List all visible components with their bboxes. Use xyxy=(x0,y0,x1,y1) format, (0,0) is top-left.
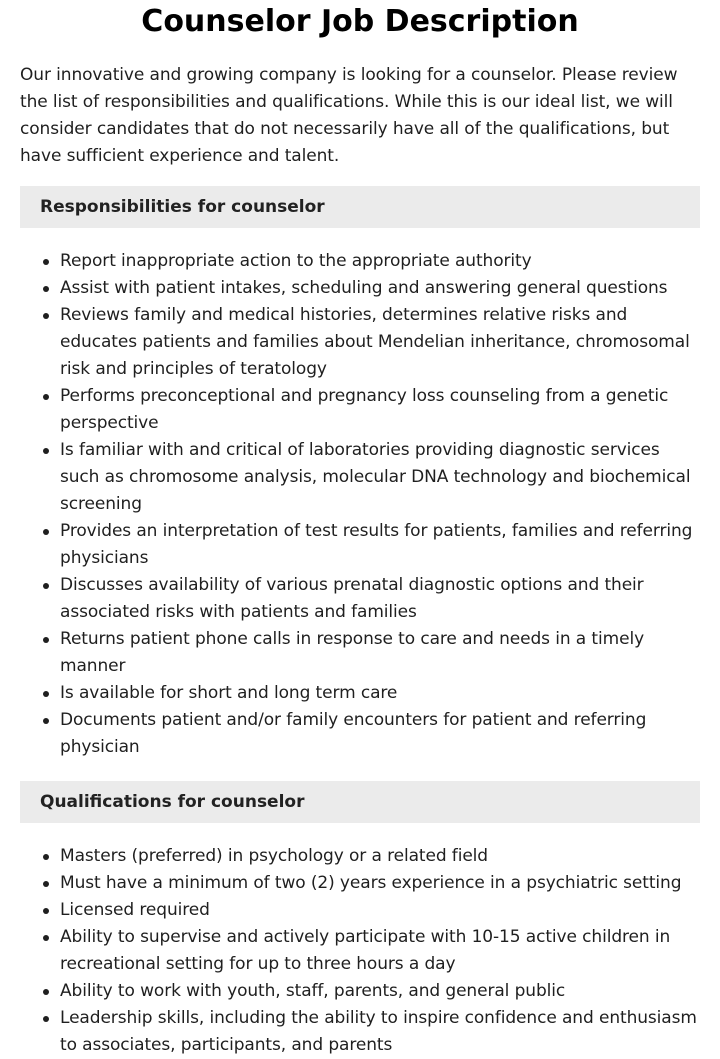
responsibility-item: Discusses availability of various prenatal diagnostic options and their associated risks with patients and families xyxy=(60,572,700,626)
responsibilities-heading: Responsibilities for counselor xyxy=(20,186,700,228)
qualifications-list xyxy=(20,843,700,1059)
responsibility-item: Performs preconceptional and pregnancy loss counseling from a genetic perspective xyxy=(60,383,700,437)
responsibility-item: Is available for short and long term care xyxy=(60,680,700,707)
responsibility-item: Returns patient phone calls in response to care and needs in a timely manner xyxy=(60,626,700,680)
qualification-item: Masters (preferred) in psychology or a related field xyxy=(60,843,700,870)
intro-paragraph: Our innovative and growing company is looking for a counselor. Please review the list of responsibilities and qualifications. While this is our ideal list, we will consider candidates that do not necessarily have all of the qualifications, but have sufficient experience and talent. xyxy=(20,65,678,166)
responsibility-item: Report inappropriate action to the appropriate authority xyxy=(60,248,700,275)
responsibility-item: Documents patient and/or family encounters for patient and referring physician xyxy=(60,707,700,761)
qualifications-heading: Qualifications for counselor xyxy=(20,781,700,823)
qualification-item: Must have a minimum of two (2) years experience in a psychiatric setting xyxy=(60,870,700,897)
qualification-item: Ability to supervise and actively participate with 10-15 active children in recreational setting for up to three hours a day xyxy=(60,924,700,978)
responsibilities-list xyxy=(20,248,700,761)
responsibility-item: Assist with patient intakes, scheduling and answering general questions xyxy=(60,275,700,302)
responsibility-item: Provides an interpretation of test results for patients, families and referring physicians xyxy=(60,518,700,572)
responsibility-item: Is familiar with and critical of laboratories providing diagnostic services such as chromosome analysis, molecular DNA technology and biochemical screening xyxy=(60,437,700,518)
qualification-item: Leadership skills, including the ability to inspire confidence and enthusiasm to associates, participants, and parents xyxy=(60,1005,700,1059)
qualification-item: Ability to work with youth, staff, parents, and general public xyxy=(60,978,700,1005)
page-title: Counselor Job Description xyxy=(141,4,579,39)
responsibility-item: Reviews family and medical histories, determines relative risks and educates patients and families about Mendelian inheritance, chromosomal risk and principles of teratology xyxy=(60,302,700,383)
qualification-item: Licensed required xyxy=(60,897,700,924)
